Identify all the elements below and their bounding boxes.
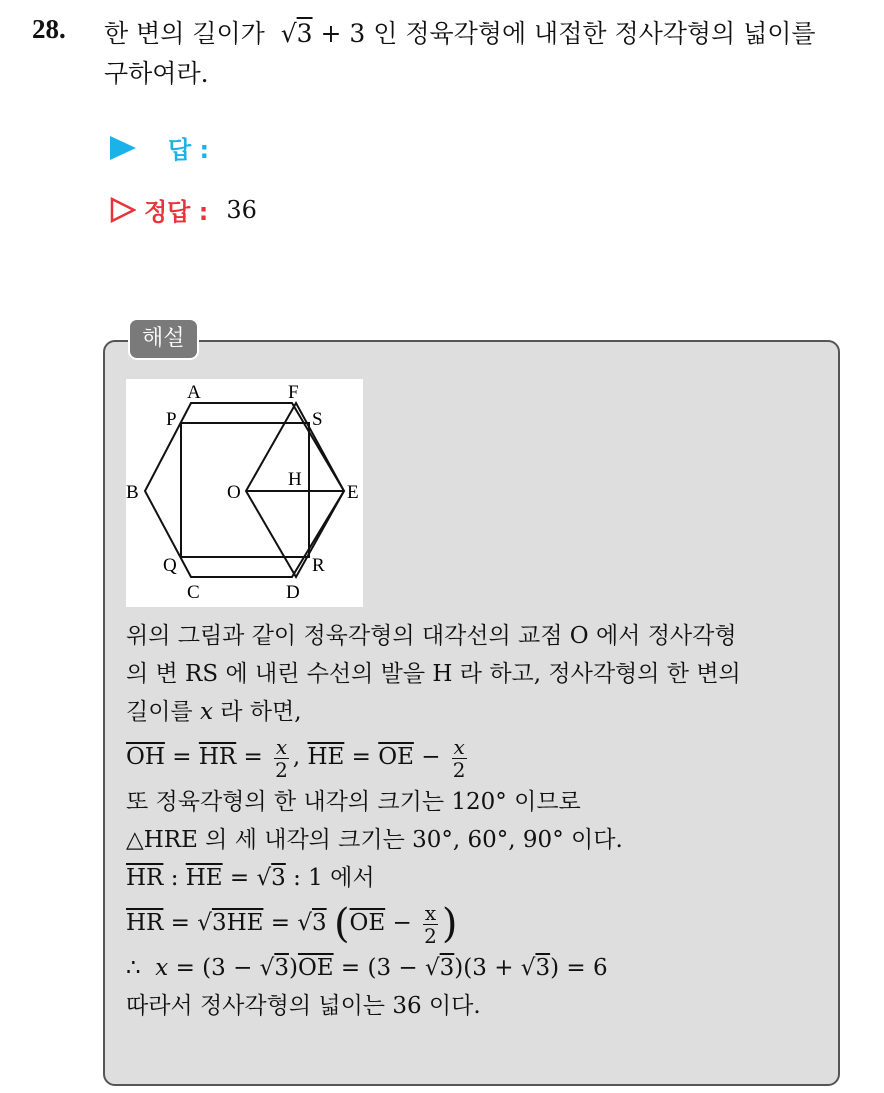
question-text	[104, 14, 864, 94]
label-H: H	[288, 469, 302, 490]
question-line1-b: + 3 인 정육각형에 내접한 정사각형의 넓이를	[320, 19, 816, 48]
solution-line-6: △HRE 의 세 내각의 크기는 30°, 60°, 90° 이다.	[126, 827, 623, 853]
solution-equation-1: $\overline{OH} = \overline{HR}$ = $\frac{x}{2}$ , $\overline{HE} = \overline{OE}$ − $\frac{x}{2}$	[126, 734, 466, 782]
solution-line-2: 의 변 RS 에 내린 수선의 발을 H 라 하고, 정사각형의 한 변의	[126, 661, 741, 687]
label-S: S	[312, 409, 323, 430]
question-number: 28.	[32, 14, 66, 44]
solution-line-5: 또 정육각형의 한 내각의 크기는 120° 이므로	[126, 789, 581, 815]
solution-line-7: $\overline{HR}$ : $\overline{HE} = √3$ : 1 에서	[126, 865, 375, 891]
fraction-x-over-2: $\frac{x}{2}$	[424, 900, 437, 948]
label-P: P	[166, 409, 177, 430]
label-Q: Q	[163, 555, 177, 576]
solution-line-10: 따라서 정사각형의 넓이는 36 이다.	[126, 993, 481, 1019]
solution-text	[126, 617, 831, 1025]
answer-row	[110, 130, 209, 165]
correct-answer-row	[110, 192, 257, 227]
label-O: O	[227, 482, 241, 503]
fraction-x-over-2: $\frac{x}{2}$	[275, 734, 288, 782]
correct-answer-label: 정답 :	[144, 198, 209, 226]
solution-line-1: 위의 그림과 같이 정육각형의 대각선의 교점 O 에서 정사각형	[126, 623, 737, 649]
question-line2: 구하여라.	[104, 59, 209, 88]
label-B: B	[126, 482, 139, 503]
label-A: A	[187, 382, 201, 403]
solution-line-3: 길이를 x 라 하면,	[126, 699, 302, 725]
solution-line-9: ∴ $x = (3 - √3)\overline{OE} = (3 - √3)(3 + √3) = 6$	[126, 955, 608, 981]
hexagon-figure	[126, 379, 363, 607]
answer-label: 답 :	[168, 136, 210, 164]
fraction-x-over-2: $\frac{x}{2}$	[452, 734, 466, 782]
label-D: D	[286, 582, 300, 603]
label-F: F	[288, 382, 299, 403]
label-R: R	[312, 555, 325, 576]
solution-tag: 해설	[128, 318, 199, 360]
question-line1-a: 한 변의 길이가	[104, 19, 265, 48]
label-C: C	[187, 582, 200, 603]
label-E: E	[347, 482, 359, 503]
correct-answer-value: 36	[226, 195, 257, 224]
play-triangle-icon	[110, 136, 136, 160]
outline-triangle-icon	[110, 197, 136, 223]
solution-line-8: $\overline{HR} = √3HE = √3$ ($\overline{OE}$ − $\frac{x}{2}$ )	[126, 900, 458, 948]
sqrt-expression: √3	[272, 19, 313, 48]
